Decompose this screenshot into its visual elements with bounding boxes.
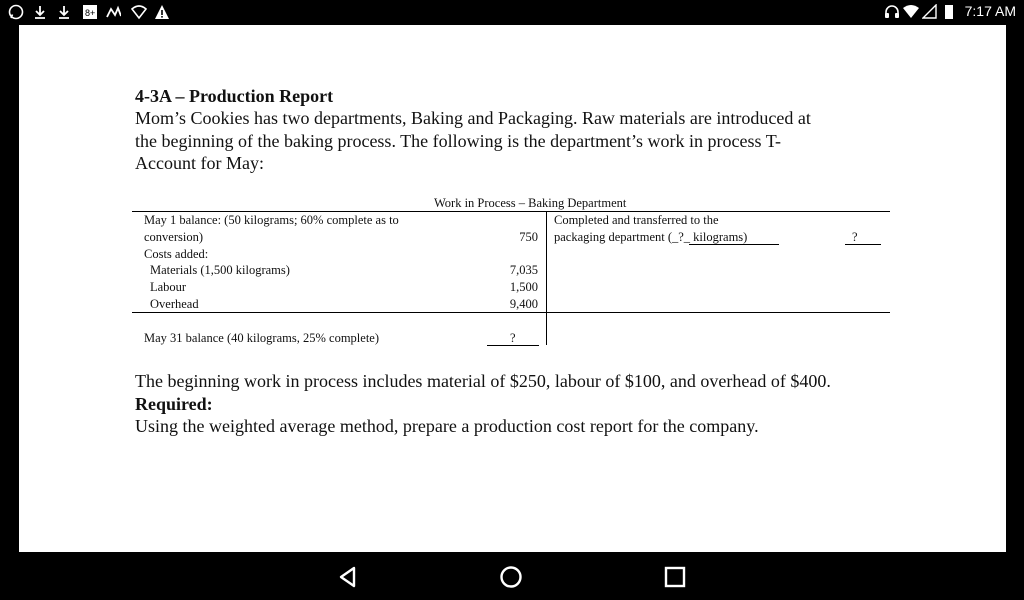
transferred-amount: ? <box>852 230 858 244</box>
closing-balance-underline <box>487 345 539 346</box>
back-icon[interactable] <box>335 564 361 590</box>
labour-label: Labour <box>150 280 187 294</box>
battery-icon <box>941 4 957 20</box>
t-account-title: Work in Process – Baking Department <box>434 196 627 210</box>
transferred-line2-underline <box>689 244 779 245</box>
materials-label: Materials (1,500 kilograms) <box>150 263 290 277</box>
opening-balance-line1: May 1 balance: (50 kilograms; 60% complete as to <box>144 213 399 227</box>
document-page[interactable] <box>19 25 1006 552</box>
t-account-total-rule <box>132 312 890 313</box>
transferred-line2: packaging department (_?_ kilograms) <box>554 230 748 244</box>
t-account-center-rule <box>546 211 547 345</box>
signal-icon <box>922 4 938 20</box>
closing-balance-amount: ? <box>510 331 516 345</box>
download-icon <box>56 4 72 20</box>
overhead-amount: 9,400 <box>509 297 538 311</box>
opening-balance-amount: 750 <box>519 230 538 244</box>
closing-balance-label: May 31 balance (40 kilograms, 25% complete) <box>144 331 379 345</box>
whatsapp-icon <box>8 4 24 20</box>
navigation-bar <box>0 552 1024 600</box>
opening-balance-line2: conversion) <box>144 230 204 244</box>
svg-text:8+: 8+ <box>85 8 96 18</box>
required-label: Required: <box>135 394 213 414</box>
intro-line-3: Account for May: <box>135 153 264 173</box>
materials-amount: 7,035 <box>509 263 538 277</box>
home-icon[interactable] <box>498 564 524 590</box>
required-text: Using the weighted average method, prepare a production cost report for the company. <box>135 416 759 436</box>
download-icon <box>32 4 48 20</box>
costs-added-label: Costs added: <box>144 247 209 261</box>
signal-app-icon <box>105 4 121 20</box>
warning-icon <box>154 4 170 20</box>
recents-icon[interactable] <box>662 564 688 590</box>
document-heading: 4-3A – Production Report <box>135 86 334 106</box>
headset-icon <box>884 4 900 20</box>
wifi-icon <box>903 4 919 20</box>
status-bar <box>0 0 1024 25</box>
beginning-wip-paragraph: The beginning work in process includes material of $250, labour of $100, and overhead of $400. <box>135 371 831 391</box>
transferred-line1: Completed and transferred to the <box>554 213 719 227</box>
overhead-label: Overhead <box>150 297 199 311</box>
intro-line-1: Mom’s Cookies has two departments, Baking and Packaging. Raw materials are introduced at <box>135 108 811 128</box>
transferred-amount-underline <box>845 244 881 245</box>
google-plus-icon <box>82 4 98 20</box>
wifi-icon <box>131 4 147 20</box>
intro-line-2: the beginning of the baking process. The following is the department’s work in process T- <box>135 131 782 151</box>
labour-amount: 1,500 <box>509 280 538 294</box>
clock: 7:17 AM <box>964 3 1016 19</box>
t-account-top-rule <box>132 211 890 212</box>
